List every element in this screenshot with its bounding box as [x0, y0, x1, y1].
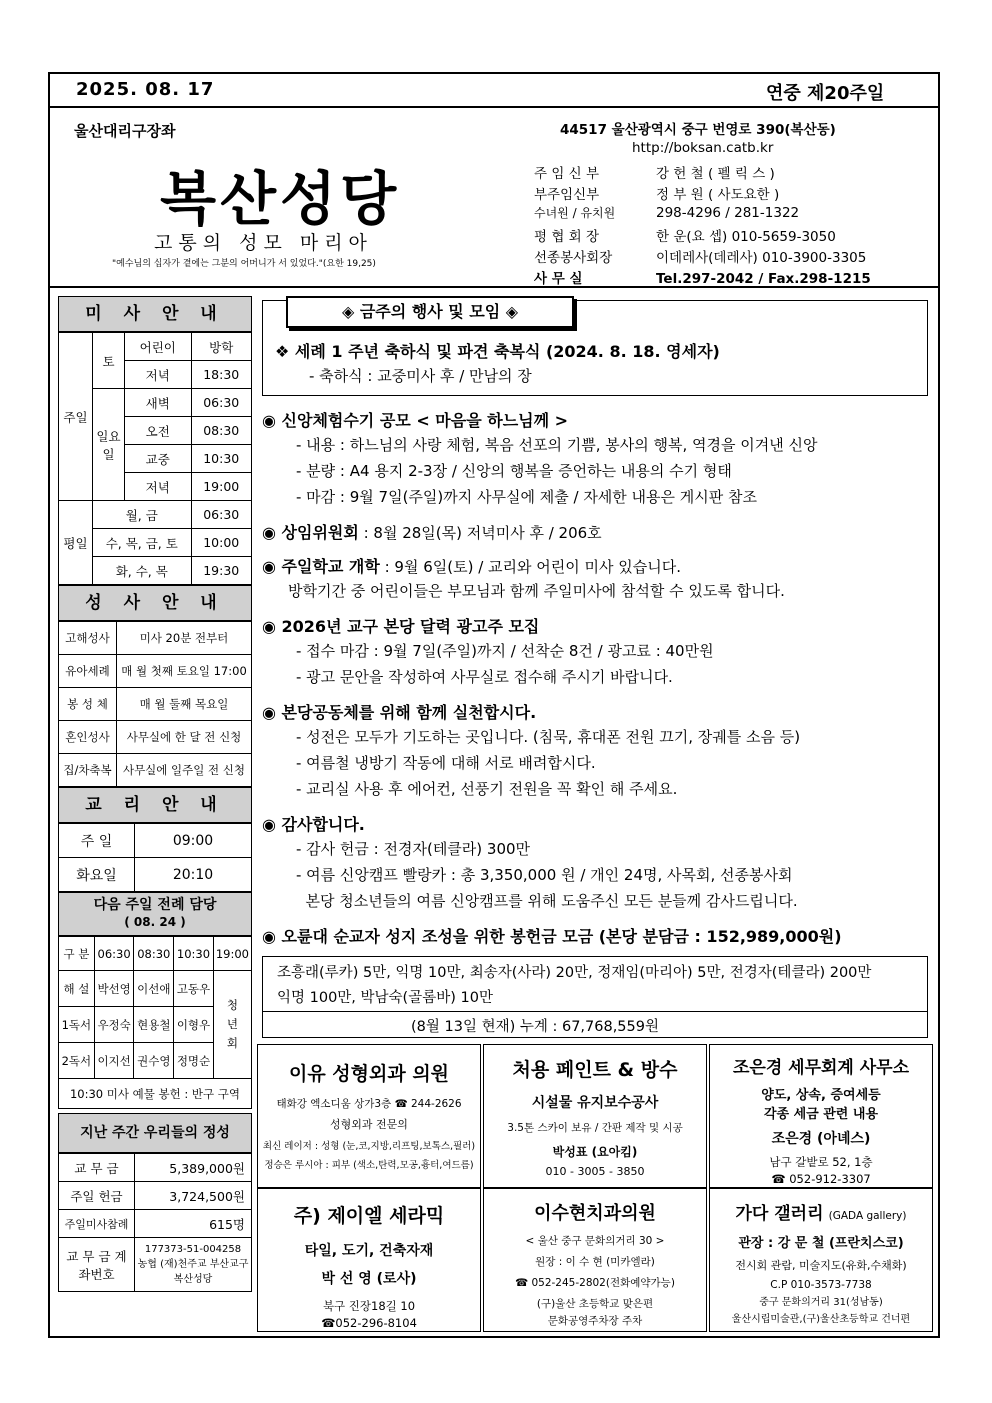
- church-name: 복산성당: [160, 165, 401, 233]
- event-heading: ◉ 감사합니다.: [262, 815, 365, 834]
- liturgy-table: 구 분 06:30 08:30 10:30 19:00 해 설 박선영 이선애 고동우 청년회 1독서 우정숙 현용철 이형우 2독서 이지선 권수영 정명순 10:30 미사 예물 봉헌 : 반구 구역: [58, 936, 252, 1109]
- church-address: 44517 울산광역시 중구 번영로 390(복산동): [560, 122, 836, 138]
- contact-row: 주 임 신 부 강 헌 철 ( 펠 릭 스 ): [534, 166, 775, 182]
- contact-row: 평 협 회 장 한 운(요 셉) 010-5659-3050: [534, 229, 836, 245]
- mass-schedule-title: 미 사 안 내: [58, 296, 252, 332]
- ads-section: [257, 1044, 937, 1332]
- ad-card: 주) 제이엘 세라믹 타일, 도기, 건축자재 박 선 영 (로사) 북구 진장18길 10 ☎052-296-8104: [257, 1188, 481, 1332]
- offertory-note: 10:30 미사 예물 봉헌 : 반구 구역: [59, 1079, 252, 1109]
- motto: "예수님의 십자가 곁에는 그분의 어머니가 서 있었다."(요한 19,25): [112, 259, 376, 269]
- bulletin-page: 2025. 08. 17 연중 제20주일 울산대리구장좌 복산성당 고통의 성모 마리아 "예수님의 십자가 곁에는 그분의 어머니가 서 있었다."(요한 19,25) 44517 울산광역시 중구 번영로 390(복산동) http://boksan.catb.kr 주 임 신 부 강 헌 철 ( 펠 릭 스 ) 부주임신부 정 부 원 ( 사도요한 ) 수녀원 / 유치원 298-4296 / 281-1322 평 협 회 장 한 운(요 셉) 010-5659-3050 선종봉사회장 이데레사(데레사) 010-3900-3305 사 무 실 Tel.297-2042 / Fax.298-1215 미 사 안 내 주일 토 어린이 방학 저녁 18:30 일요일 새벽 06:30 오전 08:30 교중 10:30 저녁 19:00 평일 월, 금 06:30 수, 목, 금, 토 10:00 화, 수, 목 19:30 성 사 안 내 고해성사 미사 20분 전부터 유아세례 매 월 첫째 토요일 17:00 봉 성 체 매 월 둘째 목요일 혼인성사 사무실에 한 달 전 신청 집/차축복 사무실에 일주일 전 신청 교 리 안 내 주 일 09:00 화요일 20:10 다음 주일 전례 담당 ( 08. 24 ) 구 분 06:30 08:30 10:30 19:00 해 설 박선영 이선애 고동우 청년회 1독서 우정숙 현용철 이형우 2독서 이지선 권수영 정명순 10:30 미사 예물 봉헌 : 반구 구역 지난 주간 우리들의 정성 교 무 금 5,389,000원 주일 헌금 3,724,500원 주일미사참례 615명 교 무 금 계좌번호 177373-51-004258 농협 (재)천주교 부산교구 복산성당 ◈ 금주의 행사 및 모임 ◈ ❖ 세례 1 주년 축하식 및 파견 축복식 (2024. 8. 18. 영세자) - 축하식 : 교중미사 후 / 만남의 장 ◉ 신앙체험수기 공모 < 마음을 하느님께 > - 내용 : 하느님의 사랑 체험, 복음 선포의 기쁨, 봉사의 행복, 역경을 이겨낸 신앙 - 분량 : A4 용지 2-3장 / 신앙의 행복을 증언하는 내용의 수기 형태 - 마감 : 9월 7일(주일)까지 사무실에 제출 / 자세한 내용은 게시판 참조 ◉ 상임위원회 : 8월 28일(목) 저녁미사 후 / 206호 ◉ 주일학교 개학 : 9월 6일(토) / 교리와 어린이 미사 있습니다. 방학기간 중 어린이들은 부모님과 함께 주일미사에 참석할 수 있도록 합니다. ◉ 2026년 교구 본당 달력 광고주 모집 - 접수 마감 : 9월 7일(주일)까지 / 선착순 8건 / 광고료 : 40만원 - 광고 문안을 작성하여 사무실로 접수해 주시기 바랍니다. ◉ 본당공동체를 위해 함께 실천합시다. - 성전은 모두가 기도하는 곳입니다. (침묵, 휴대폰 전원 끄기, 장궤틀 소음 등) - 여름철 냉방기 작동에 대해 서로 배려합시다. - 교리실 사용 후 에어컨, 선풍기 전원을 꼭 확인 해 주세요. ◉ 감사합니다. - 감사 헌금 : 전경자(테클라) 300만 - 여름 신앙캠프 빨랑카 : 총 3,350,000 원 / 개인 24명, 사목회, 선종봉사회 본당 청소년들의 여름 신앙캠프를 위해 도움주신 모든 분들께 감사드립니다. ◉ 오륜대 순교자 성지 조성을 위한 봉헌금 모금 (본당 분담금 : 152,989,000원) 조흥래(루카) 5만, 익명 10만, 최송자(사라) 20만, 정재임(마리아) 5만, 전경자(테클라) 200만 익명 100만, 박남숙(골롬바) 10만 (8월 13일 현재) 누계 : 67,768,559원 이유 성형외과 의원 태화강 엑소디움 상가3층 ☎ 244-2626 성형외과 전문의 최신 레이저 : 성형 (눈,코,지방,리프팅,보톡스,필러) 정승은 루시아 : 피부 (색소,탄력,모공,흉터,여드름) 처용 페인트 & 방수 시설물 유지보수공사 3.5톤 스카이 보유 / 간판 제작 및 시공 박성표 (요아킴) 010 - 3005 - 3850 조은경 세무회계 사무소 양도, 상속, 증여세등 각종 세금 관련 내용 조은경 (아녜스) 남구 갈밭로 52, 1층 ☎ 052-912-3307 주) 제이엘 세라믹 타일, 도기, 건축자재 박 선 영 (로사) 북구 진장18길 10 ☎052-296-8104 이수현치과의원 < 울산 중구 문화의거리 30 > 원장 : 이 수 현 (미카엘라) ☎ 052-245-2802(전화예약가능) (구)울산 초등학교 맞은편 문화공영주차장 주차 가다 갤러리 (GADA gallery) 관장 : 강 문 철 (프란치스코) 전시회 관람, 미술지도(유화,수채화) C.P 010-3573-7738 중구 문화의거리 31(성남동) 울산시립미술관,(구)울산초등학교 건너편: [48, 72, 940, 1338]
- event-heading: ◉ 주일학교 개학 : 9월 6일(토) / 교리와 어린이 미사 있습니다.: [262, 557, 682, 576]
- top-bar: [50, 74, 938, 108]
- liturgical-week: 연중 제20주일: [766, 83, 885, 104]
- catechism-table: 주 일 09:00 화요일 20:10: [58, 823, 252, 892]
- ad-card: 처용 페인트 & 방수 시설물 유지보수공사 3.5톤 스카이 보유 / 간판 제작 및 시공 박성표 (요아킴) 010 - 3005 - 3850: [483, 1044, 707, 1188]
- sunday-label: 주일: [59, 333, 93, 501]
- featured-event-detail: - 축하식 : 교중미사 후 / 만남의 장: [309, 367, 532, 385]
- offering-table: 교 무 금 5,389,000원 주일 헌금 3,724,500원 주일미사참례 615명 교 무 금 계좌번호 177373-51-004258 농협 (재)천주교 부산교구 복산성당: [58, 1153, 252, 1292]
- account-info: 177373-51-004258 농협 (재)천주교 부산교구 복산성당: [135, 1238, 252, 1292]
- contact-row: 사 무 실 Tel.297-2042 / Fax.298-1215: [534, 271, 871, 287]
- contact-row: 선종봉사회장 이데레사(데레사) 010-3900-3305: [534, 250, 867, 266]
- featured-event-heading: ❖ 세례 1 주년 축하식 및 파견 축복식 (2024. 8. 18. 영세자): [275, 342, 720, 361]
- offering-title: 지난 주간 우리들의 정성: [58, 1113, 252, 1153]
- left-column: [58, 296, 252, 1292]
- diocese-label: 울산대리구장좌: [74, 122, 176, 140]
- ad-card: 이유 성형외과 의원 태화강 엑소디움 상가3층 ☎ 244-2626 성형외과 전문의 최신 레이저 : 성형 (눈,코,지방,리프팅,보톡스,필러) 정승은 루시아 : 피부 (색소,탄력,모공,흉터,여드름): [257, 1044, 481, 1188]
- church-website[interactable]: http://boksan.catb.kr: [632, 140, 774, 156]
- event-heading: ◉ 신앙체험수기 공모 < 마음을 하느님께 >: [262, 411, 569, 430]
- youth-group: 청년회: [213, 971, 251, 1079]
- contact-row: 수녀원 / 유치원 298-4296 / 281-1322: [534, 205, 800, 221]
- sacraments-title: 성 사 안 내: [58, 585, 252, 621]
- saturday-label: 토: [93, 333, 125, 389]
- ad-card: 이수현치과의원 < 울산 중구 문화의거리 30 > 원장 : 이 수 현 (미카엘라) ☎ 052-245-2802(전화예약가능) (구)울산 초등학교 맞은편 문화공영주차장 주차: [483, 1188, 707, 1332]
- account-label: 교 무 금 계좌번호: [59, 1238, 135, 1292]
- event-heading: ◉ 오륜대 순교자 성지 조성을 위한 봉헌금 모금 (본당 분담금 : 152,989,000원): [262, 927, 842, 946]
- donation-total: (8월 13일 현재) 누계 : 67,768,559원: [411, 1019, 659, 1035]
- sacraments-table: 고해성사 미사 20분 전부터 유아세례 매 월 첫째 토요일 17:00 봉 성 체 매 월 둘째 목요일 혼인성사 사무실에 한 달 전 신청 집/차축복 사무실에 일주일 전 신청: [58, 621, 252, 787]
- weekday-label: 평일: [59, 501, 93, 585]
- masthead: [50, 110, 938, 288]
- event-heading: ◉ 상임위원회 : 8월 28일(목) 저녁미사 후 / 206호: [262, 523, 602, 542]
- contact-row: 부주임신부 정 부 원 ( 사도요한 ): [534, 187, 780, 203]
- liturgy-title: 다음 주일 전례 담당 ( 08. 24 ): [58, 892, 252, 936]
- catechism-title: 교 리 안 내: [58, 787, 252, 823]
- donation-box: 조흥래(루카) 5만, 익명 10만, 최송자(사라) 20만, 정재임(마리아) 5만, 전경자(테클라) 200만 익명 100만, 박남숙(골롬바) 10만 (8월 13일 현재) 누계 : 67,768,559원: [262, 956, 928, 1038]
- ad-card: 가다 갤러리 (GADA gallery) 관장 : 강 문 철 (프란치스코) 전시회 관람, 미술지도(유화,수채화) C.P 010-3573-7738 중구 문화의거리 31(성남동) 울산시립미술관,(구)울산초등학교 건너편: [709, 1188, 933, 1332]
- mass-schedule-table: 주일 토 어린이 방학 저녁 18:30 일요일 새벽 06:30 오전 08:30 교중 10:30 저녁 19:00 평일 월, 금 06:30 수, 목, 금, 토 10:00 화, 수, 목 19:30: [58, 332, 252, 585]
- event-heading: ◉ 2026년 교구 본당 달력 광고주 모집: [262, 617, 540, 636]
- sunday-day-label: 일요일: [93, 389, 125, 501]
- events-title: ◈ 금주의 행사 및 모임 ◈: [286, 296, 574, 328]
- ad-card: 조은경 세무회계 사무소 양도, 상속, 증여세등 각종 세금 관련 내용 조은경 (아녜스) 남구 갈밭로 52, 1층 ☎ 052-912-3307: [709, 1044, 933, 1188]
- event-heading: ◉ 본당공동체를 위해 함께 실천합시다.: [262, 703, 537, 722]
- bulletin-date: 2025. 08. 17: [76, 79, 215, 100]
- patron-saint: 고통의 성모 마리아: [154, 232, 373, 254]
